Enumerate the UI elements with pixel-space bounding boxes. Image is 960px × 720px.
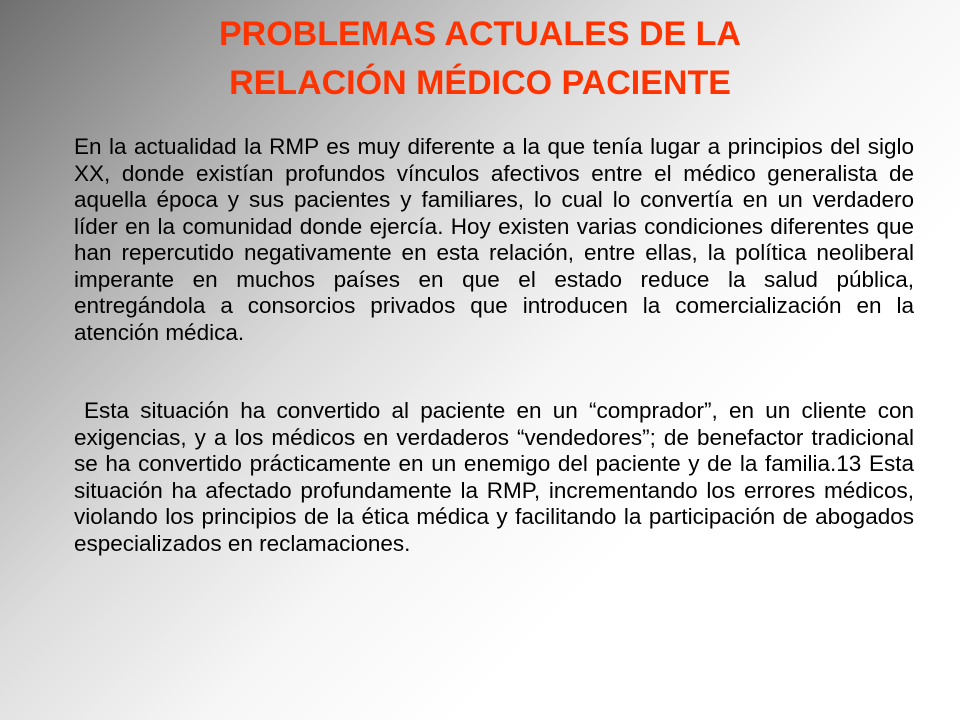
title-line-2: RELACIÓN MÉDICO PACIENTE [229,64,731,102]
slide-title [0,10,960,108]
paragraph-1: En la actualidad la RMP es muy diferente a la que tenía lugar a principios del siglo XX, donde existían profundos vínculos afectivos entre el médico generalista de aquella época y sus pacientes y familiares, lo cual lo convertía en un verdadero líder en la comunidad donde ejercía. Hoy existen varias condiciones diferentes que han repercutido negativamente en esta relación, entre ellas, la política neoliberal imperante en muchos países en que el estado reduce la salud pública, entregándola a consorcios privados que introducen la comercialización en la atención médica. [74,134,914,345]
title-line-1: PROBLEMAS ACTUALES DE LA [219,15,741,53]
paragraph-2: Esta situación ha convertido al paciente en un “comprador”, en un cliente con exigencias, y a los médicos en verdaderos “vendedores”; de benefactor tradicional se ha convertido prácticamente en un enemigo del paciente y de la familia.13 Esta situación ha afectado profundamente la RMP, incrementando los errores médicos, violando los principios de la ética médica y facilitando la participación de abogados especializados en reclamaciones. [74,398,914,556]
slide-body [74,134,914,557]
